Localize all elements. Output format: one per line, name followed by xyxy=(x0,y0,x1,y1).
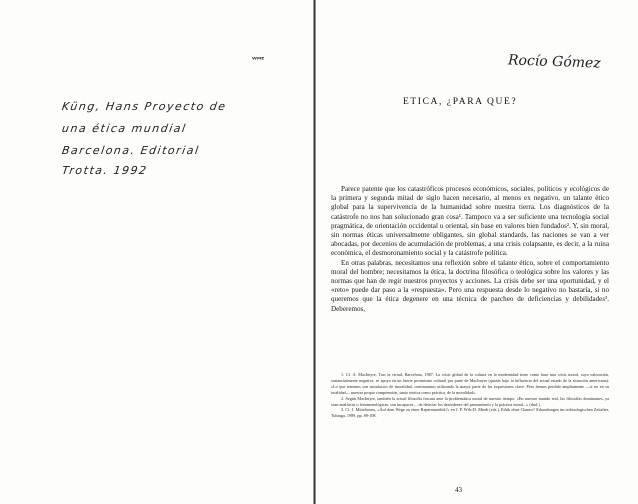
library-mark: ᵂᴹᴱ xyxy=(252,56,265,64)
book-spine xyxy=(313,0,316,504)
paragraph-1: Parece patente que los catastróficos procesos económicos, sociales, políticos y ecológicos de la primera y segunda mitad de siglo hacen necesario, al menos ex negativo, un talante ético global para la supervivencia de la humanidad sobre nuestra tierra. Los diagnósticos de la catástrofe no nos han solucionado gran cosa¹. Tampoco va a ser suficiente una tecnología social pragmática, de orientación occidental u oriental, sin base en valores bien fundados². Y, sin moral, sin normas éticas universalmente obligantes, sin global standards, las naciones se van a ver abocadas, por decenios de acumulación de problemas, a una crisis colapsante, es decir, a la ruina económica, el desmoronamiento social y la catástrofe política. xyxy=(331,185,609,258)
paragraph-2: En otras palabras, necesitamos una reflexión sobre el talante ético, sobre el comportamiento moral del hombre; necesitamos la ética, la doctrina filosófica o teológica sobre los valores y las normas que han de regir nuestros proyectos y acciones. La crisis debe ser una oportunidad, y el «reto» puede dar paso a la «respuesta». Pero una respuesta desde lo negativo no bastaría, si no queremos que la ética degenere en una técnica de parcheo de deficiencias y debilidades³. Deberemos, xyxy=(331,258,609,313)
page-number: 43 xyxy=(455,486,462,494)
footnote-1: 1. Cf. A. MacIntyre, Tras la virtud, Barcelona, 1987. La crisis global de la cultura en la modernidad tiene como base una crisis moral, cuya valoración, sustancialmente negativa, se apoya en un fuerte pesimismo cultural por parte de MacIntyre (quizás bajo la influencia del actual estado de la situación americana): «Lo que tenemos son simulacros de moralidad, continuamos utilizando la mayor parte de las expresiones clave. Pero hemos perdido ampliamente —si no en su totalidad— nuestra propia comprensión, tanto teórica como práctica, de la moralidad». xyxy=(331,372,609,395)
body-text xyxy=(331,185,609,314)
handwritten-note-line-1: Küng, Hans Proyecto de xyxy=(61,100,228,113)
footnotes xyxy=(331,372,609,419)
handwritten-note-line-3: Barcelona. Editorial xyxy=(61,144,201,157)
handwritten-note-line-2: una ética mundial xyxy=(61,122,188,135)
chapter-title: ETICA, ¿PARA QUE? xyxy=(403,97,518,107)
handwritten-note-line-4: Trotta. 1992 xyxy=(61,164,149,177)
left-page xyxy=(0,0,314,504)
handwritten-signature: Rocío Gómez xyxy=(507,52,601,72)
footnote-2: 2. Según MacIntyre, también la actual filosofía fracasa ante la problemática moral de nuestro tiempo: «En nuestro mundo real, las filosofías dominantes, ya sean analíticas o fenomenológicas, son incapaces ... de detectar los desórdenes del pensamiento y la práctica moral...» (ibid.). xyxy=(331,395,609,407)
footnote-3: 3. Cf. J. Mittelstrass, «Auf dem Wege zu einer Reparaturethik?» en J. P. Wils-D. Mieth (eds.), Ethik ohne Chance? Erkundungen im technologischen Zeitalter, Tubinga, 1989, pp. 89-108. xyxy=(331,407,609,419)
